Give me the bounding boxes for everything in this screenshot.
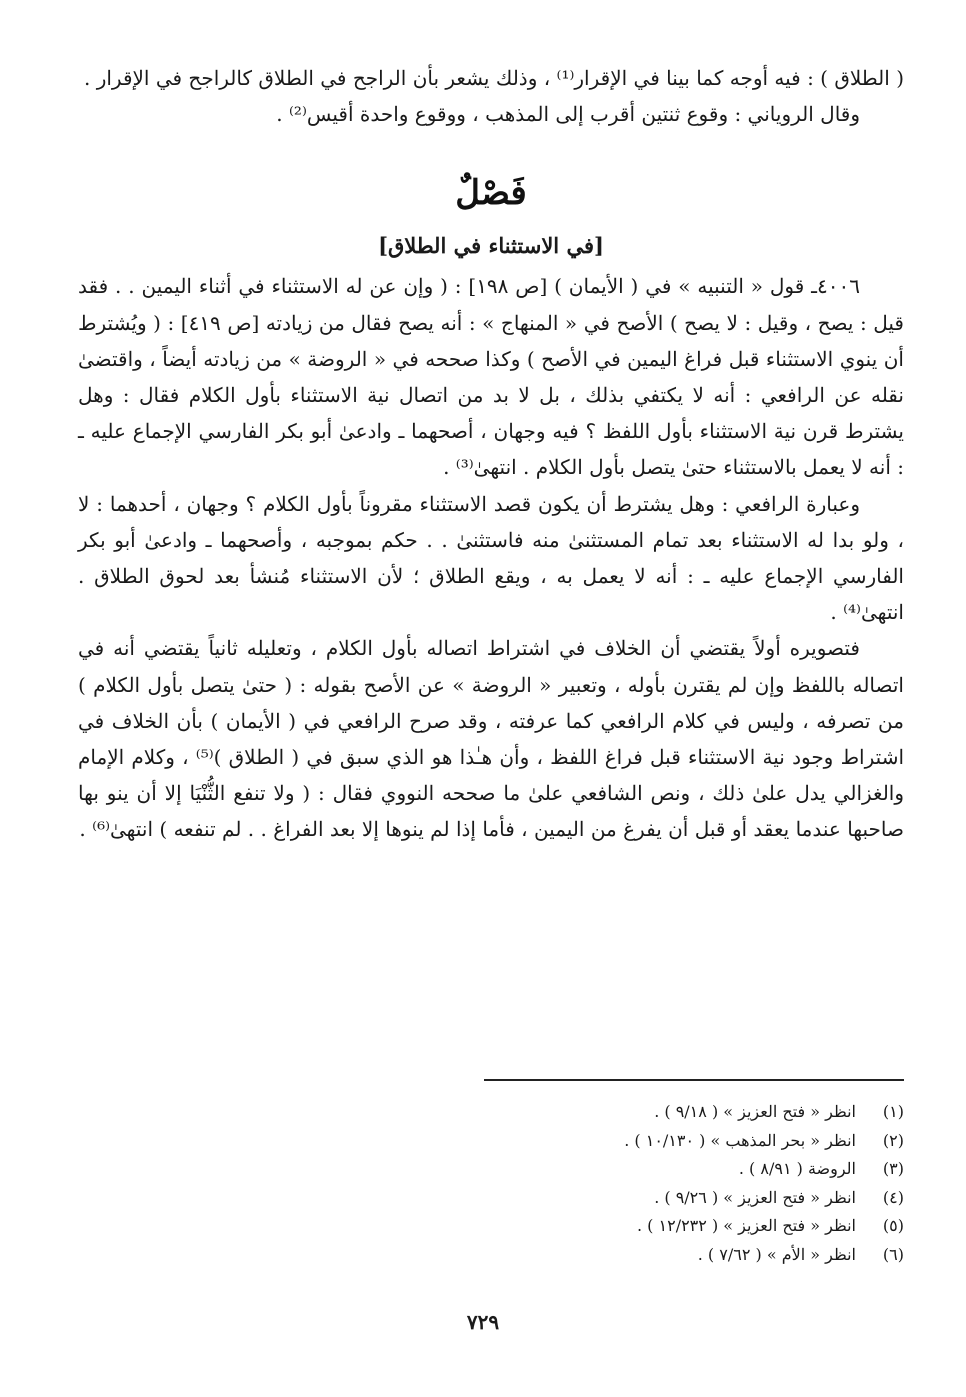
footnote-text: انظر « بحر المذهب » ( ١٠/١٣٠ ) . [624, 1130, 856, 1150]
paragraph-continued: ( الطلاق ) : فيه أوجه كما بينا في الإقرار⁽¹⁾ ، وذلك يشعر بأن الراجح في الطلاق كالراجح في الإقرار . [84, 66, 904, 90]
paragraph-rafii: وعبارة الرافعي : وهل يشترط أن يكون قصد الاستثناء مقروناً بأول الكلام ؟ وجهان ، أحدهما : لا ، ولو بدا له الاستثناء بعد تمام المستثنىٰ منه فاستثنىٰ . . حكم بموجبه ، وأصحهما ـ وادعىٰ أبو بكر الفارسي الإجماع عليه ـ : أنه لا يعمل به ، ويقع الطلاق ؛ لأن الاستثناء مُنشأ بعد لحوق الطلاق . انتهىٰ⁽⁴⁾ . [78, 491, 904, 625]
paragraph-4006: ٤٠٠٦ـ قول « التنبيه » في ( الأيمان ) [ص ١٩٨] : ( وإن عن له الاستثناء في أثناء اليمين . . فقد قيل : يصح ، وقيل : لا يصح ) الأصح في « المنهاج » : أنه يصح فقال من زيادته [ص ٤١٩] : ( ويُشترط أن ينوي الاستثناء قبل فراغ اليمين في الأصح ) وكذا صححه في « الروضة » من زيادته أيضاً ، واقتضىٰ نقله عن الرافعي : أنه لا يكتفي بذلك ، بل لا بد من اتصال نية الاستثناء بأول الكلام فقال : وهل يشترط قرن نية الاستثناء بأول اللفظ ؟ فيه وجهان ، أصحهما ـ وادعىٰ أبو بكر الفارسي الإجماع عليه ـ : أنه لا يعمل بالاستثناء حتىٰ يتصل بأول الكلام . انتهىٰ⁽³⁾ . [78, 274, 904, 480]
footnote-divider [484, 1079, 904, 1081]
footnotes [400, 1098, 904, 1269]
footnote-3 [400, 1155, 904, 1184]
main-text [78, 60, 904, 848]
section-ornament: فَصْلٌ [455, 173, 527, 214]
footnote-text: الروضة ( ٨/٩١ ) . [738, 1159, 856, 1178]
paragraph-rooyani: وقال الروياني : وقوع ثنتين أقرب إلى المذهب ، ووقوع واحدة أقيس⁽²⁾ . [276, 102, 860, 127]
paragraph-analysis: فتصويره أولاً يقتضي أن الخلاف في اشتراط اتصاله بأول الكلام ، وتعليله ثانياً يقتضي أنه في اتصاله باللفظ وإن لم يقترن بأوله ، وتعبير « الروضة » عن الأصح بقوله : ( حتىٰ يتصل بأول الكلام ) من تصرفه ، وليس في كلام الرافعي كما عرفته ، وقد صرح الرافعي في ( الأيمان ) بأن الخلاف في اشتراط وجود نية الاستثناء قبل فراغ اللفظ ، وأن هـٰذا هو الذي سبق في ( الطلاق )⁽⁵⁾ ، وكلام الإمام والغزالي يدل علىٰ ذلك ، ونص الشافعي علىٰ ما صححه النووي فقال : ( ولا تنفع الثُّنْيَا إلا أن ينو بها صاحبها عندما يعقد أو قبل أن يفرغ من اليمين ، فأما إذا لم ينوها إلا بعد الفراغ . . لم تنفعه ) انتهىٰ⁽⁶⁾ . [78, 636, 905, 842]
footnote-text: انظر « فتح العزيز » ( ٩/١٨ ) . [654, 1102, 856, 1121]
footnote-number: (٢) [882, 1130, 904, 1150]
footnote-text: انظر « فتح العزيز » ( ١٢/٢٣٢ ) . [637, 1216, 856, 1235]
footnote-number: (١) [882, 1102, 904, 1121]
footnote-number: (٥) [882, 1216, 904, 1235]
footnote-number: (٤) [882, 1187, 904, 1207]
page-number: ٧٢٩ [466, 1310, 500, 1334]
footnote-2 [400, 1127, 904, 1156]
footnote-6 [400, 1241, 904, 1270]
footnote-text: انظر « الأم » ( ٧/٦٢ ) . [697, 1244, 856, 1264]
section-title: [في الاستثناء في الطلاق] [378, 233, 604, 259]
footnote-5 [400, 1212, 904, 1241]
footnote-number: (٦) [882, 1244, 904, 1264]
footnote-1 [400, 1098, 904, 1127]
footnote-4 [400, 1184, 904, 1213]
footnote-text: انظر « فتح العزيز » ( ٩/٢٦ ) . [654, 1187, 856, 1207]
footnote-number: (٣) [882, 1159, 904, 1178]
